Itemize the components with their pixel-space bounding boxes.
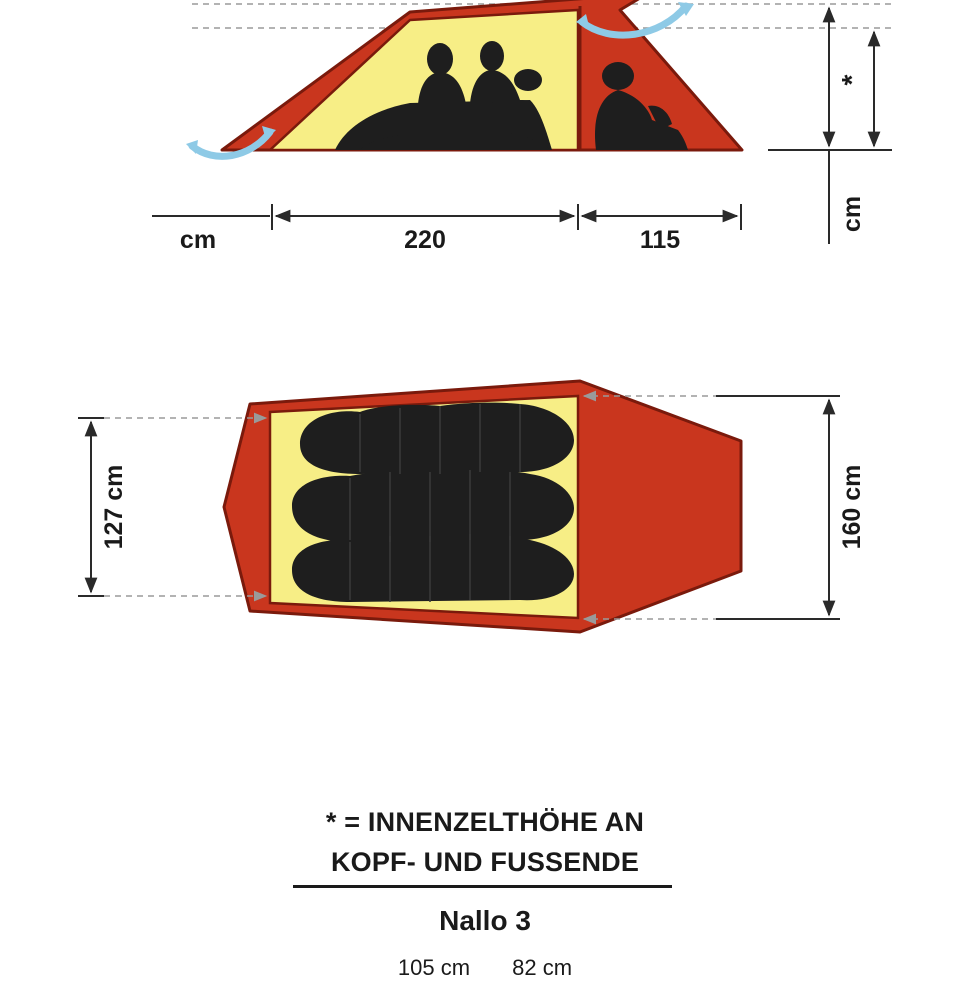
sleeping-bags [292, 403, 574, 602]
length-vestibule-label: 115 [639, 226, 681, 254]
width-outer-label: 160 cm [838, 464, 866, 550]
side-view [152, 0, 892, 254]
height-marker-label: * [836, 74, 867, 86]
sleeping-bag [292, 535, 574, 602]
top-view [78, 381, 866, 632]
footnote [0, 802, 970, 882]
bottom-dimensions [0, 955, 970, 981]
head-height-value: 105 cm [397, 955, 471, 980]
model-name: Nallo 3 [439, 905, 531, 936]
sleeping-bag [292, 470, 574, 542]
footnote-line-2: KOPF- UND FUSSENDE [330, 847, 640, 877]
length-unit-label: cm [179, 226, 217, 254]
foot-height-value: 82 cm [512, 955, 573, 980]
width-inner-label: 127 cm [100, 464, 128, 550]
length-inner-label: 220 [404, 226, 446, 254]
sleeping-bag [300, 403, 574, 474]
height-unit-label: cm [838, 195, 866, 233]
footnote-line-1: * = INNENZELTHÖHE AN [325, 807, 645, 837]
footnote-divider [293, 885, 672, 888]
